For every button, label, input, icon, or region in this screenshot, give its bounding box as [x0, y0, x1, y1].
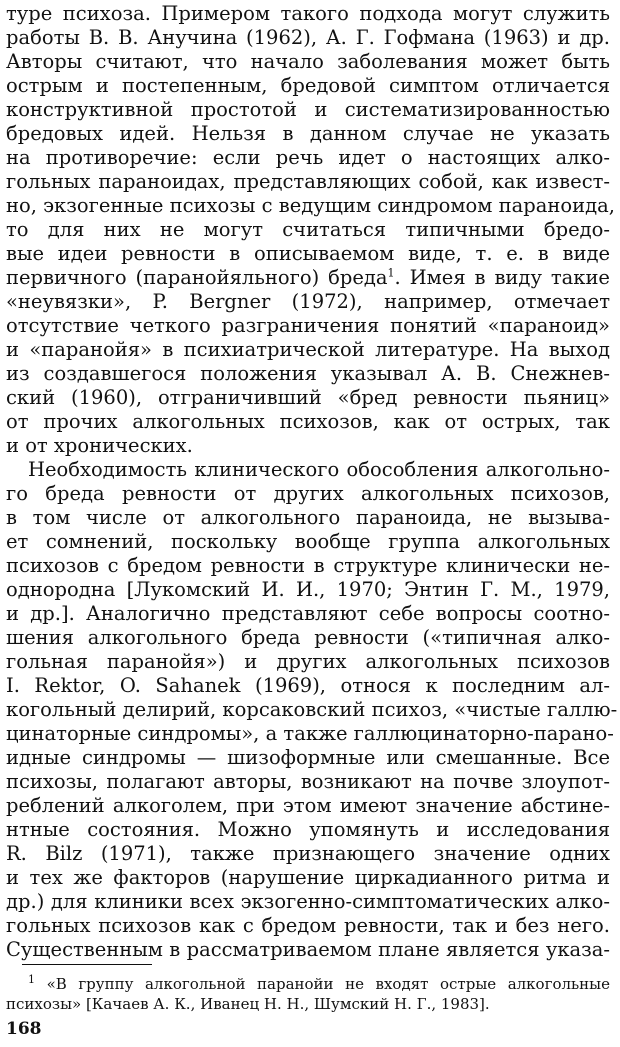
footnote-marker[interactable]: 1 — [387, 266, 395, 280]
page-number: 168 — [6, 1019, 42, 1039]
footnote-line — [28, 974, 610, 994]
text-line: идные синдромы — шизоформные или смешанные. Все — [6, 746, 610, 769]
text-segment: первичного (паранойяльного) бреда — [6, 266, 388, 289]
text-line: реблений алкоголем, при этом имеют значение абстине- — [6, 794, 610, 817]
text-line: острым и постепенным, бредовой симптом отличается — [6, 74, 610, 97]
text-line: на противоречие: если речь идет о настоящих алко- — [6, 146, 610, 169]
text-line: Авторы считают, что начало заболевания может быть — [6, 50, 610, 73]
text-line: однородна [Лукомский И. И., 1970; Энтин Г. М., 1979, — [6, 578, 610, 601]
text-line: гольная паранойя») и других алкогольных психозов — [6, 650, 610, 673]
text-line: ет сомнений, поскольку вообще группа алкогольных — [6, 530, 610, 553]
text-line: вые идеи ревности в описываемом виде, т. е. в виде — [6, 242, 610, 265]
footnote-number: 1 — [28, 973, 35, 986]
text-line: др.) для клиники всех экзогенно-симптоматических алко- — [6, 890, 610, 913]
text-line: когольный делирий, корсаковский психоз, «чистые галлю- — [6, 698, 618, 721]
text-line-with-footnote — [6, 266, 610, 290]
text-line: бредовых идей. Нельзя в данном случае не указать — [6, 122, 610, 145]
text-line: и др.]. Аналогично представляют себе вопросы соотно- — [6, 602, 610, 625]
text-line: и от хронических. — [6, 434, 193, 457]
text-line: цинаторные синдромы», а также галлюцинаторно-парано- — [6, 722, 614, 745]
text-line: психозов с бредом ревности в структуре клинически не- — [6, 554, 610, 577]
text-line: в том числе от алкогольного параноида, не вызыва- — [6, 506, 610, 529]
text-line: работы В. В. Анучина (1962), А. Г. Гофмана (1963) и др. — [6, 26, 610, 49]
text-line: и «паранойя» в психиатрической литературе. На выход — [6, 338, 610, 361]
text-line: то для них не могут считаться типичными бредо- — [6, 218, 610, 241]
paragraph-start: Необходимость клинического обособления алкогольно- — [28, 458, 610, 481]
text-line: шения алкогольного бреда ревности («типичная алко- — [6, 626, 610, 649]
text-line: психозы, полагают авторы, возникают на почве злоупот- — [6, 770, 610, 793]
text-line: гольных параноидах, представляющих собой, как извест- — [6, 170, 610, 193]
text-segment: . Имея в виду такие — [394, 266, 610, 289]
text-line: от прочих алкогольных психозов, как от острых, так — [6, 410, 610, 433]
text-line: туре психоза. Примером такого подхода могут служить — [6, 2, 610, 25]
footnote-separator — [22, 964, 152, 965]
footnote-line: психозы» [Качаев А. К., Иванец Н. Н., Шумский Н. Г., 1983]. — [6, 995, 490, 1013]
text-line: I. Rektor, O. Sahanek (1969), относя к последним ал- — [6, 674, 610, 697]
text-line: гольных психозов как с бредом ревности, так и без него. — [6, 914, 610, 937]
text-line: нтные состояния. Можно упомянуть и исследования — [6, 818, 610, 841]
text-line: конструктивной простотой и систематизированностью — [6, 98, 610, 121]
footnote-text: «В группу алкогольной паранойи не входят острые алкогольные — [46, 975, 610, 993]
text-line: и тех же факторов (нарушение циркадианного ритма и — [6, 866, 610, 889]
text-line: но, экзогенные психозы с ведущим синдромом параноида, — [6, 194, 615, 217]
text-line: Существенным в рассматриваемом плане является указа- — [6, 938, 610, 961]
text-line: из создавшегося положения указывал А. В. Снежнев- — [6, 362, 610, 385]
text-line: «неувязки», P. Bergner (1972), например, отмечает — [6, 290, 610, 313]
text-line: го бреда ревности от других алкогольных психозов, — [6, 482, 610, 505]
text-line: отсутствие четкого разграничения понятий «параноид» — [6, 314, 610, 337]
text-line: R. Bilz (1971), также признающего значение одних — [6, 842, 610, 865]
text-line: ский (1960), отграничивший «бред ревности пьяниц» — [6, 386, 610, 409]
